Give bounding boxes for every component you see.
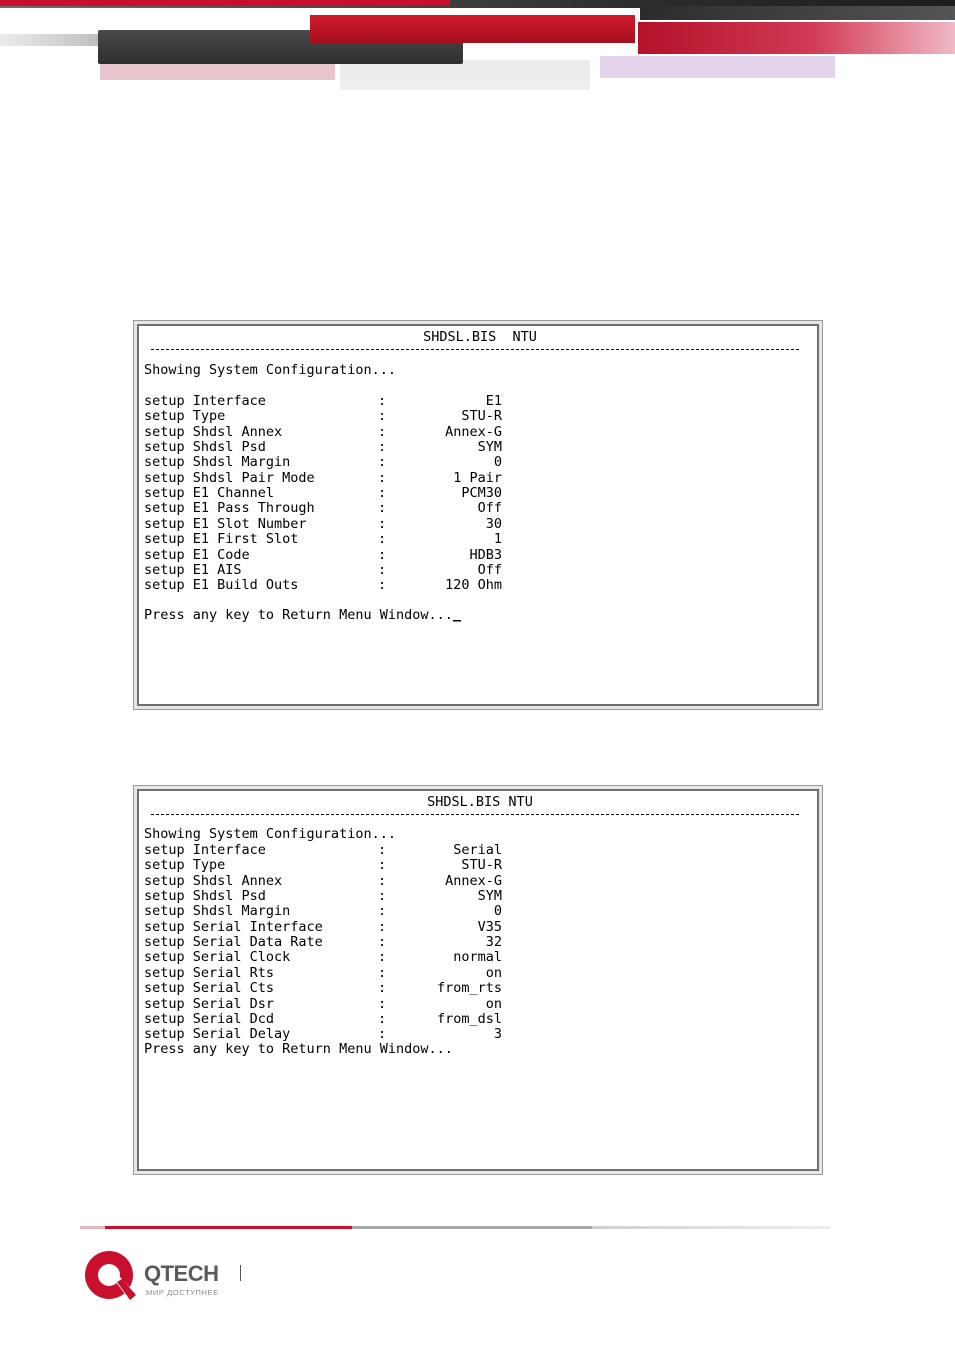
config-separator: :: [378, 857, 387, 874]
terminal-cursor: _: [452, 607, 461, 623]
terminal-dashed-rule: [151, 349, 799, 350]
config-separator: :: [378, 872, 387, 889]
config-label: setup Serial Dcd: [144, 1010, 275, 1027]
config-value: STU-R: [461, 408, 502, 425]
config-label: setup Type: [144, 857, 226, 874]
terminal-window: [137, 789, 819, 1171]
config-value: Off: [477, 561, 502, 578]
config-value: from_dsl: [436, 1010, 502, 1027]
config-value: 1 Pair: [453, 469, 502, 486]
config-label: setup Serial Dsr: [144, 995, 275, 1012]
terminal-heading: Showing System Configuration...: [144, 826, 396, 842]
config-value: PCM30: [461, 485, 502, 502]
config-label: setup E1 Build Outs: [144, 577, 299, 594]
footer-separator: [240, 1265, 241, 1281]
config-separator: :: [378, 980, 387, 997]
footer-rule: [105, 1226, 352, 1229]
config-value: 0: [493, 454, 502, 471]
config-separator: :: [378, 577, 387, 594]
config-value: V35: [477, 918, 502, 935]
config-value: 30: [485, 515, 502, 532]
config-value: 1: [493, 531, 502, 548]
config-value: 3: [493, 1026, 502, 1043]
config-separator: :: [378, 515, 387, 532]
config-value: STU-R: [461, 857, 502, 874]
config-label: setup E1 Pass Through: [144, 500, 315, 517]
config-label: setup Shdsl Annex: [144, 423, 283, 440]
terminal-footer-prompt: Press any key to Return Menu Window..._: [144, 607, 461, 623]
config-value: Serial: [453, 842, 502, 858]
config-value: on: [485, 964, 502, 981]
header-banner: [0, 0, 955, 170]
config-separator: :: [378, 423, 387, 440]
config-value: SYM: [477, 439, 502, 456]
config-value: on: [485, 995, 502, 1012]
config-separator: :: [378, 454, 387, 471]
config-separator: :: [378, 485, 387, 502]
config-separator: :: [378, 1010, 387, 1027]
config-label: setup Shdsl Psd: [144, 439, 266, 456]
config-separator: :: [378, 1026, 387, 1043]
terminal-screenshot-serial: [133, 785, 823, 1175]
qtech-q-logo-icon: [82, 1248, 138, 1304]
config-label: setup Serial Interface: [144, 918, 323, 935]
terminal-heading: Showing System Configuration...: [144, 362, 396, 378]
config-label: setup E1 Channel: [144, 485, 275, 502]
config-separator: :: [378, 964, 387, 981]
logo-tagline: МИР ДОСТУПНЕЕ: [146, 1288, 219, 1297]
config-label: setup Serial Data Rate: [144, 934, 323, 951]
footer-rule: [592, 1226, 830, 1229]
config-label: setup Shdsl Pair Mode: [144, 469, 315, 486]
terminal-dashed-rule: [151, 814, 799, 815]
config-label: setup Serial Cts: [144, 980, 275, 997]
logo-wordmark: QTECH: [144, 1261, 219, 1286]
config-separator: :: [378, 500, 387, 517]
config-value: HDB3: [469, 546, 502, 563]
footer-rule: [80, 1226, 105, 1229]
config-value: normal: [453, 949, 502, 966]
config-separator: :: [378, 408, 387, 425]
terminal-screenshot-e1: [133, 320, 823, 710]
config-label: setup Shdsl Margin: [144, 903, 291, 920]
config-value: Annex-G: [445, 872, 502, 889]
config-label: setup E1 First Slot: [144, 531, 299, 548]
config-label: setup E1 Slot Number: [144, 515, 307, 532]
terminal-window: [137, 324, 819, 706]
config-separator: :: [378, 934, 387, 951]
terminal-title: SHDSL.BIS NTU: [427, 794, 533, 810]
config-label: setup Serial Rts: [144, 964, 275, 981]
terminal-footer-prompt: Press any key to Return Menu Window...: [144, 1041, 453, 1057]
config-separator: :: [378, 842, 387, 858]
config-separator: :: [378, 888, 387, 905]
config-value: 0: [493, 903, 502, 920]
config-separator: :: [378, 531, 387, 548]
config-value: Off: [477, 500, 502, 517]
config-label: setup Shdsl Margin: [144, 454, 291, 471]
config-value: 32: [485, 934, 502, 951]
config-value: SYM: [477, 888, 502, 905]
config-value: from_rts: [436, 980, 502, 997]
config-label: setup Type: [144, 408, 226, 425]
config-separator: :: [378, 561, 387, 578]
config-label: setup Shdsl Annex: [144, 872, 283, 889]
config-label: setup Interface: [144, 393, 266, 409]
config-separator: :: [378, 949, 387, 966]
config-value: E1: [485, 393, 502, 409]
config-value: Annex-G: [445, 423, 502, 440]
config-label: setup Serial Delay: [144, 1026, 291, 1043]
config-label: setup Shdsl Psd: [144, 888, 266, 905]
config-label: setup E1 AIS: [144, 561, 242, 578]
config-separator: :: [378, 903, 387, 920]
config-separator: :: [378, 439, 387, 456]
footer-rule: [352, 1226, 592, 1229]
terminal-title: SHDSL.BIS NTU: [423, 329, 537, 345]
config-label: setup Interface: [144, 842, 266, 858]
config-value: 120 Ohm: [445, 577, 502, 594]
config-label: setup E1 Code: [144, 546, 250, 563]
config-separator: :: [378, 918, 387, 935]
config-separator: :: [378, 546, 387, 563]
config-label: setup Serial Clock: [144, 949, 291, 966]
config-separator: :: [378, 469, 387, 486]
config-separator: :: [378, 393, 387, 409]
config-separator: :: [378, 995, 387, 1012]
